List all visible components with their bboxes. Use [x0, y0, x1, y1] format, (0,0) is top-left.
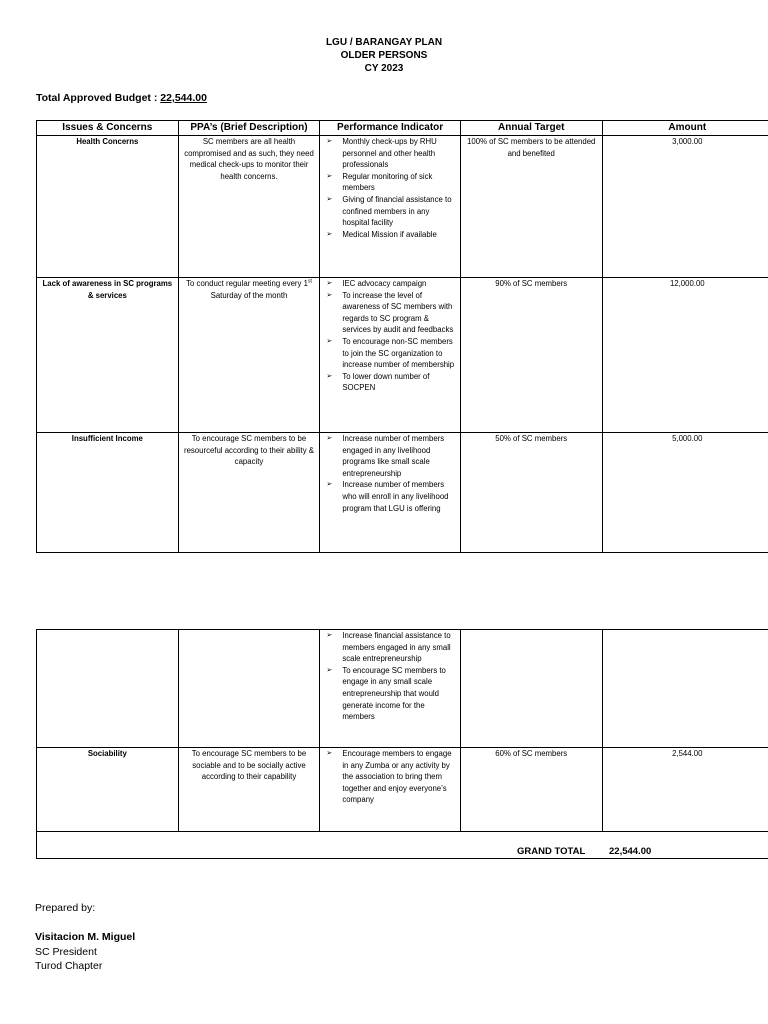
issue-cell: Lack of awareness in SC programs & services — [37, 278, 179, 433]
signatory-position: SC President — [35, 945, 97, 958]
table-row — [37, 630, 768, 748]
total-budget — [36, 92, 207, 104]
indicator-item: ➢ IEC advocacy campaign — [324, 278, 456, 290]
indicator-item: ➢ To increase the level of awareness of SC members with regards to SC program & services by audit and feedbacks — [324, 290, 456, 336]
ppa-cell: To encourage SC members to be sociable and to be socially active according to their capability — [178, 748, 320, 832]
table-header-row — [37, 121, 768, 136]
target-cell: 100% of SC members to be attended and benefited — [460, 136, 602, 278]
header-issues: Issues & Concerns — [37, 121, 179, 136]
signatory-chapter: Turod Chapter — [35, 960, 103, 972]
prepared-by-label: Prepared by: — [35, 902, 96, 914]
budget-value: 22,544.00 — [160, 92, 207, 104]
plan-table — [36, 120, 768, 553]
table-row — [37, 136, 768, 278]
grand-total-label: GRAND TOTAL — [517, 846, 586, 857]
ppa-text: Saturday of the month — [210, 290, 288, 300]
ppa-cell — [178, 630, 320, 748]
target-cell — [460, 630, 602, 748]
amount-cell: 12,000.00 — [602, 278, 768, 433]
amount-cell: 3,000.00 — [602, 136, 768, 278]
ppa-superscript: st — [307, 278, 312, 285]
header-line-3: CY 2023 — [364, 63, 404, 74]
indicator-cell — [320, 433, 461, 553]
indicator-item: ➢ Giving of financial assistance to confined members in any hospital facility — [324, 194, 456, 229]
header-amount: Amount — [602, 121, 768, 136]
indicator-item: ➢ To encourage SC members to engage in any small scale entrepreneurship that would generate income for the members — [324, 665, 456, 723]
issue-cell: Health Concerns — [37, 136, 179, 278]
budget-label: Total Approved Budget : — [36, 92, 158, 104]
header-line-2: OLDER PERSONS — [340, 50, 428, 61]
indicator-item: ➢ Monthly check-ups by RHU personnel and other health professionals — [324, 136, 456, 171]
indicator-item: ➢ Regular monitoring of sick members — [324, 171, 456, 194]
indicator-cell — [320, 278, 461, 433]
ppa-cell: To encourage SC members to be resourceful according to their ability & capacity — [178, 433, 320, 553]
grand-total-cell — [37, 832, 768, 859]
indicator-cell — [320, 136, 461, 278]
document-header — [0, 36, 768, 75]
header-line-1: LGU / BARANGAY PLAN — [325, 37, 443, 48]
indicator-item: ➢ Increase financial assistance to members engaged in any small scale entrepreneurship — [324, 630, 456, 665]
ppa-cell — [178, 278, 320, 433]
plan-table-continued — [36, 629, 768, 859]
ppa-cell: SC members are all health compromised and as such, they need medical check-ups to monitor their health concerns. — [178, 136, 320, 278]
target-cell: 90% of SC members — [460, 278, 602, 433]
table-row — [37, 433, 768, 553]
indicator-cell — [320, 748, 461, 832]
indicator-item: ➢ Increase number of members engaged in any livelihood programs like small scale entrepreneurship — [324, 433, 456, 479]
ppa-text: To conduct regular meeting every 1 — [186, 279, 308, 288]
indicator-item: ➢ To lower down number of SOCPEN — [324, 371, 456, 394]
target-cell: 50% of SC members — [460, 433, 602, 553]
header-indicator: Performance Indicator — [320, 121, 461, 136]
indicator-item: ➢ To encourage non-SC members to join the SC organization to increase number of membership — [324, 336, 456, 371]
header-target: Annual Target — [460, 121, 602, 136]
indicator-cell — [320, 630, 461, 748]
header-ppa: PPA’s (Brief Description) — [178, 121, 320, 136]
amount-cell: 5,000.00 — [602, 433, 768, 553]
signatory-block — [35, 930, 135, 974]
amount-cell — [602, 630, 768, 748]
indicator-item: ➢ Increase number of members who will enroll in any livelihood program that LGU is offering — [324, 479, 456, 514]
grand-total-row — [37, 832, 768, 859]
table-row — [37, 748, 768, 832]
issue-cell: Sociability — [37, 748, 179, 832]
issue-cell — [37, 630, 179, 748]
target-cell: 60% of SC members — [460, 748, 602, 832]
indicator-item: ➢ Medical Mission if available — [324, 229, 456, 241]
table-row — [37, 278, 768, 433]
issue-cell: Insufficient Income — [37, 433, 179, 553]
amount-cell: 2,544.00 — [602, 748, 768, 832]
signatory-name: Visitacion M. Miguel — [35, 931, 136, 943]
indicator-item: ➢ Encourage members to engage in any Zumba or any activity by the association to bring them together and enjoy everyone’s company — [324, 748, 456, 806]
grand-total-value: 22,544.00 — [609, 846, 652, 857]
